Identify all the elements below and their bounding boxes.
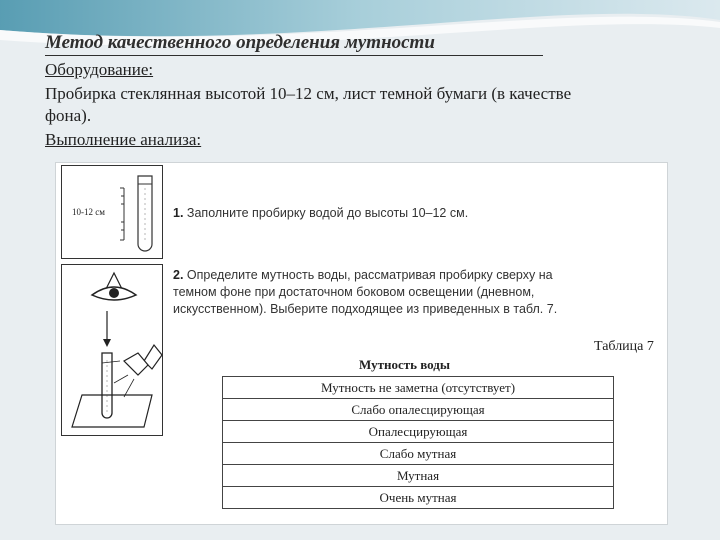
procedure-heading: Выполнение анализа: (45, 130, 202, 149)
equipment-text-line2: фона). (45, 106, 92, 125)
table-cell: Мутная (223, 465, 614, 487)
step-1-number: 1. (173, 206, 184, 220)
table-cell: Очень мутная (223, 487, 614, 509)
step-2-text-line2: темном фоне при достаточном боковом освещении (дневном, (173, 285, 535, 299)
table-cell: Слабо опалесцирующая (223, 399, 614, 421)
procedure-figure (55, 162, 668, 525)
step-2-number: 2. (173, 268, 184, 282)
eye-and-tube-icon (62, 265, 162, 435)
table-row (223, 377, 614, 399)
table-caption: Мутность воды (359, 357, 451, 372)
step-2-text-line3: искусственном). Выберите подходящее из приведенных в табл. 7. (173, 302, 558, 316)
title-underline (45, 55, 543, 56)
viewing-illustration (61, 264, 163, 436)
table-row (223, 465, 614, 487)
table-cell: Слабо мутная (223, 443, 614, 465)
test-tube-illustration (61, 165, 163, 259)
step-2-line1 (173, 267, 553, 284)
turbidity-table (222, 376, 614, 509)
equipment-text-line1: Пробирка стеклянная высотой 10–12 см, лист темной бумаги (в качестве (45, 84, 572, 103)
table-cell: Опалесцирующая (223, 421, 614, 443)
tube-height-label: 10-12 см (72, 207, 105, 217)
equipment-heading: Оборудование: (45, 60, 154, 79)
table-row (223, 487, 614, 509)
table-number-label: Таблица 7 (594, 339, 654, 354)
step-2-text-line1: Определите мутность воды, рассматривая пробирку сверху на (186, 268, 553, 282)
table-row (223, 443, 614, 465)
page-title: Метод качественного определения мутности (45, 32, 435, 53)
table-row (223, 399, 614, 421)
table-cell: Мутность не заметна (отсутствует) (223, 377, 614, 399)
table-row (223, 421, 614, 443)
step-1 (173, 205, 468, 222)
step-1-text: Заполните пробирку водой до высоты 10–12 см. (186, 206, 469, 220)
tube-scale-icon (62, 166, 162, 258)
